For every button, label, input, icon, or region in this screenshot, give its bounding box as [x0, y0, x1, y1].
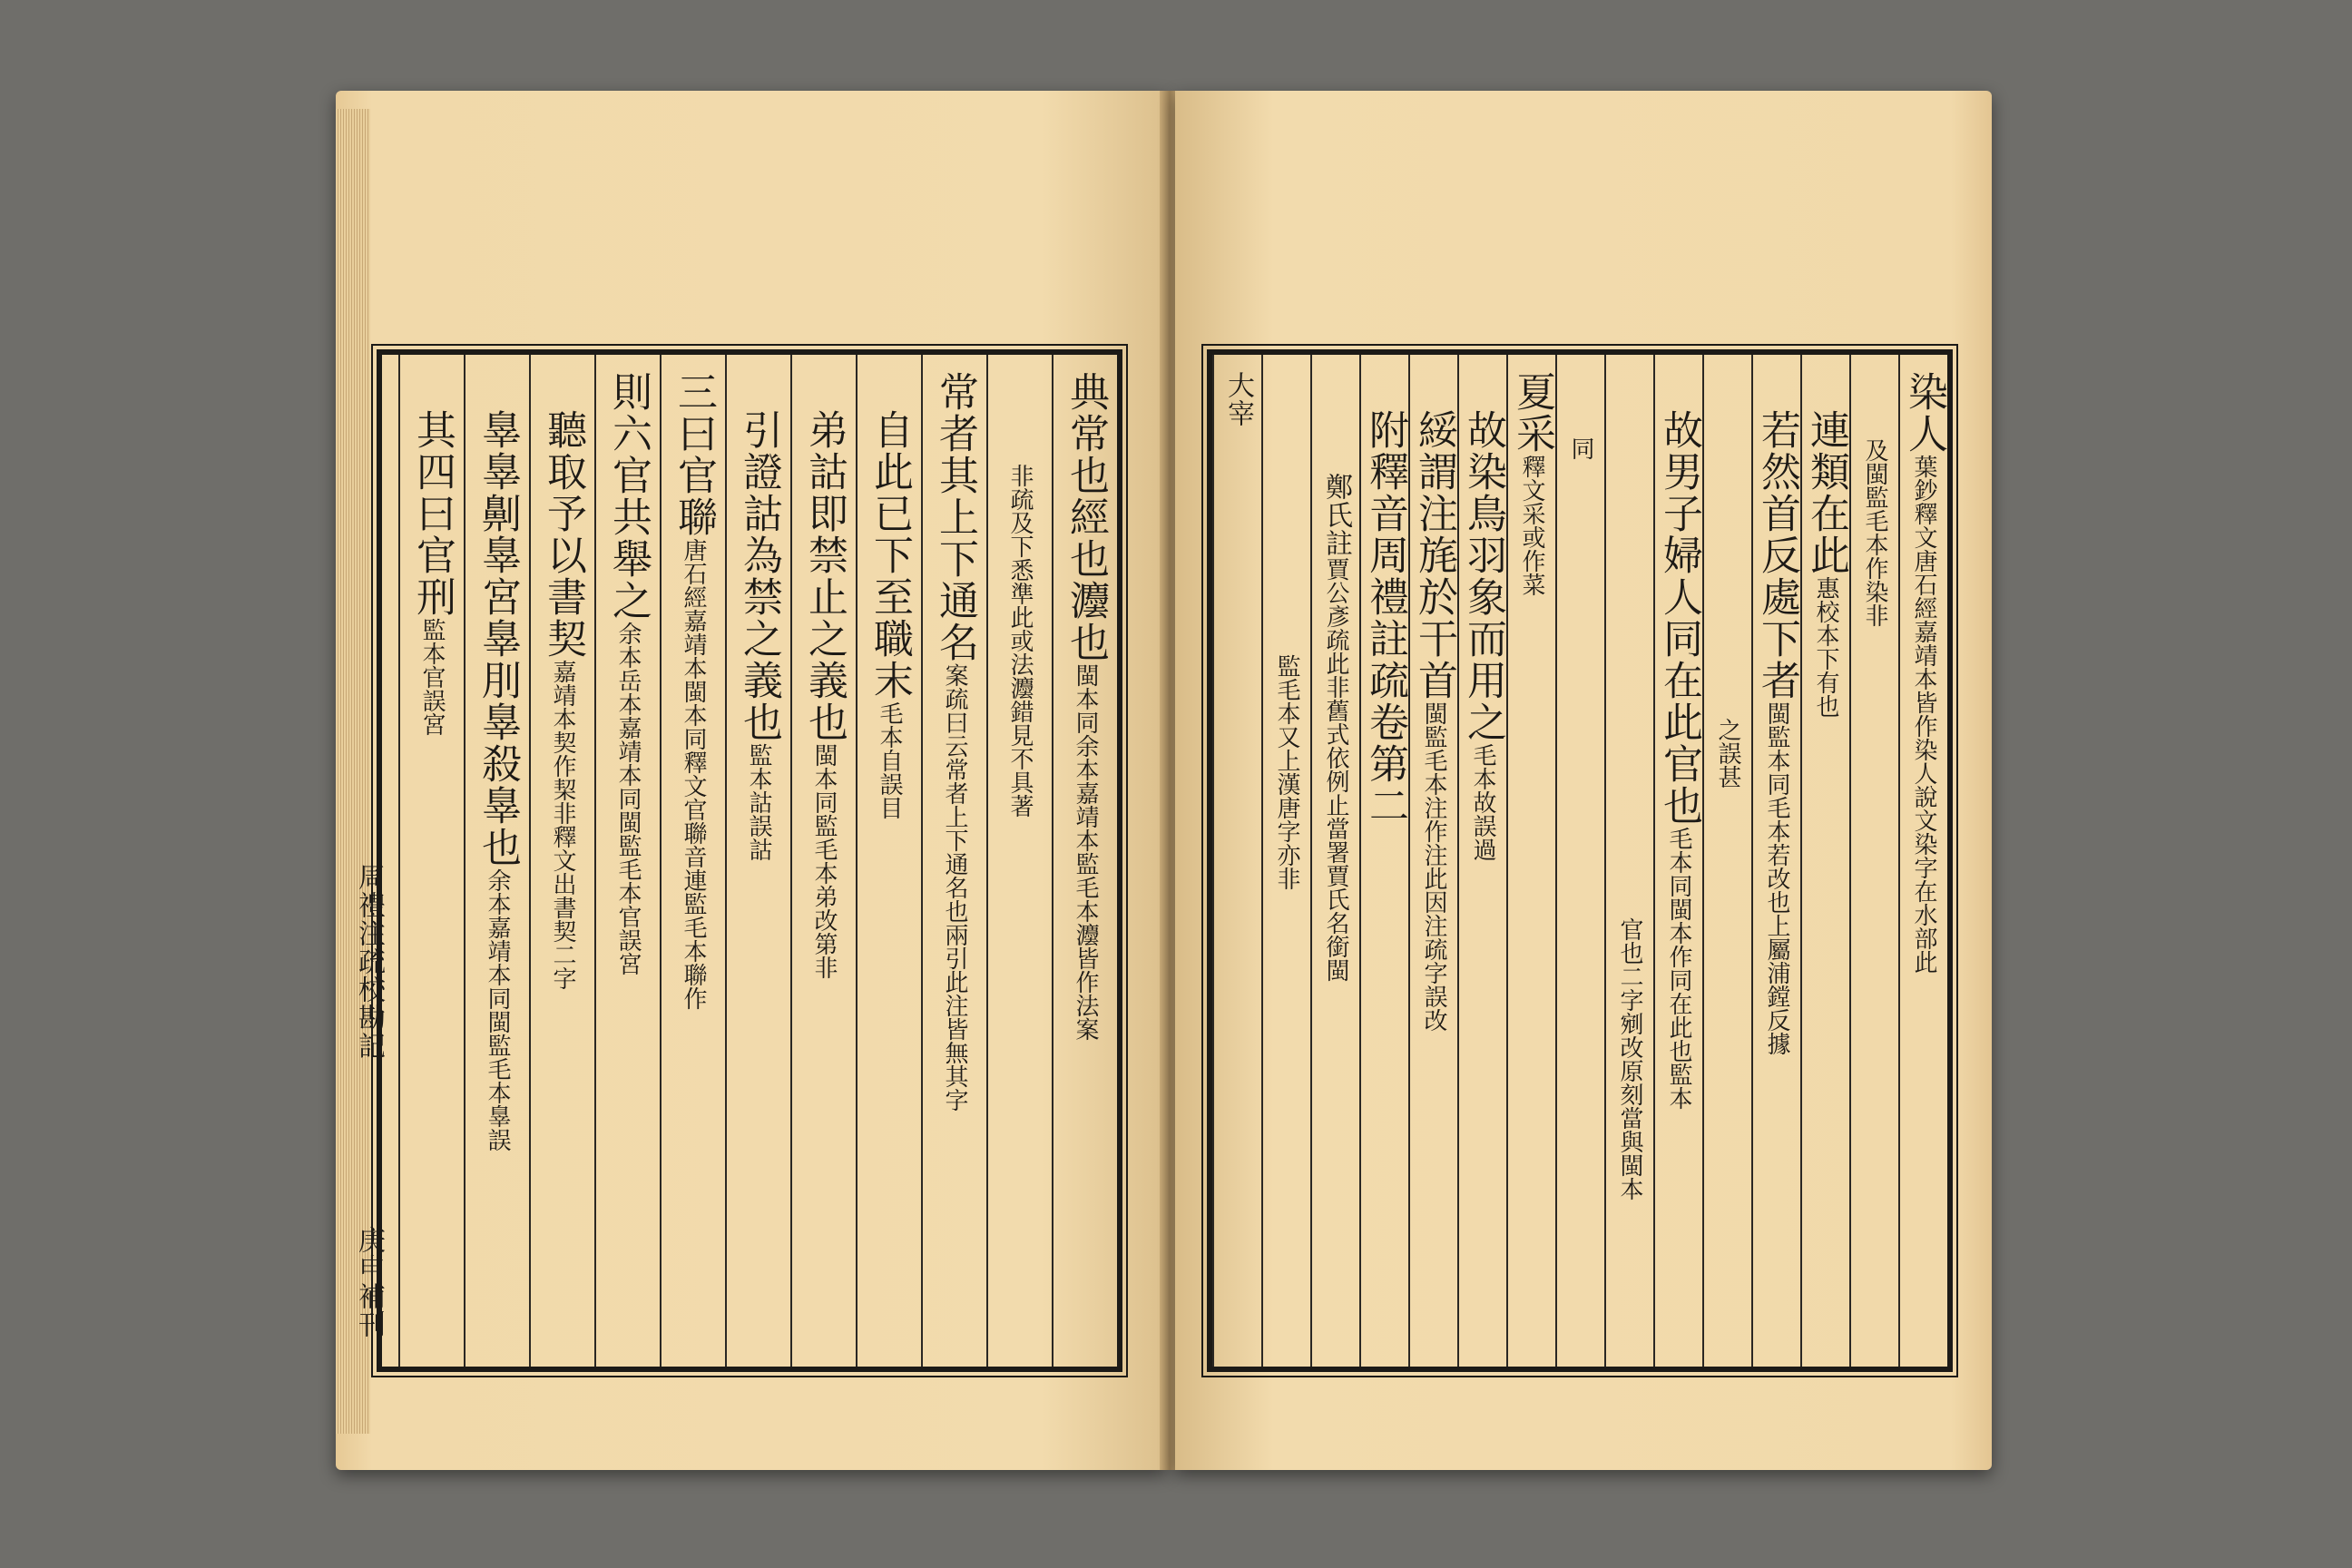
main-text: 故染鳥羽象而用之: [1460, 409, 1506, 743]
text-column: [1408, 355, 1457, 1367]
note-text: 監本詁誤詁: [745, 743, 772, 861]
text-column: [1052, 355, 1117, 1367]
note-text: 葉鈔釋文唐石經嘉靖本皆作染人說文染字在水部此: [1910, 455, 1937, 974]
note-text: 毛本同閩本作同在此也監本: [1665, 827, 1692, 1110]
text-column: [1898, 355, 1947, 1367]
main-text: 連類在此: [1803, 409, 1849, 576]
main-text: 附釋音周禮註疏卷第二: [1362, 409, 1408, 827]
note-text: 余本岳本嘉靖本同閩監毛本官誤宮: [614, 622, 642, 975]
text-column: [1555, 355, 1604, 1367]
note-text: 官也二字剜改原刻當與閩本: [1616, 917, 1643, 1200]
main-text: 大宰: [1222, 371, 1254, 427]
main-text: 染人: [1901, 371, 1947, 455]
main-text: 則六官共舉之: [605, 371, 652, 622]
note-text: 余本嘉靖本同閩監毛本辠誤: [484, 868, 511, 1152]
text-column: [1457, 355, 1506, 1367]
main-text: 聽取予以書契: [540, 409, 586, 660]
text-column: [1359, 355, 1408, 1367]
note-text: 釋文采或作菜: [1518, 455, 1545, 596]
note-text: 惠校本下有也: [1812, 576, 1839, 718]
main-text: 故男子婦人同在此官也: [1656, 409, 1702, 827]
right-text-frame: [1207, 349, 1953, 1372]
main-text: 自此已下至職末: [867, 409, 913, 701]
note-text: 毛本自誤目: [876, 701, 903, 819]
main-text: 綏謂注旄於干首: [1411, 409, 1457, 701]
text-column: [660, 355, 725, 1367]
main-text: 鄭氏註: [1320, 473, 1352, 557]
text-column: [1604, 355, 1653, 1367]
text-column: [790, 355, 856, 1367]
text-column: [1310, 355, 1359, 1367]
margin-foot: 庚申補刊: [353, 1226, 385, 1338]
text-column: [1261, 355, 1310, 1367]
main-text: 常者其上下通名: [932, 371, 978, 663]
text-column: [986, 355, 1052, 1367]
text-column: [1506, 355, 1555, 1367]
main-text: 三曰官聯: [671, 371, 717, 538]
text-column: [398, 355, 464, 1367]
text-column: [1751, 355, 1800, 1367]
note-text: 唐石經嘉靖本閩本同釋文官聯音連監毛本聯作: [680, 538, 707, 1010]
note-text: 及閩監毛本作染非: [1861, 438, 1888, 627]
main-text: 夏采: [1509, 371, 1555, 455]
text-column: [1212, 355, 1261, 1367]
text-column: [1800, 355, 1849, 1367]
main-text: 弟詁即禁止之義也: [801, 409, 848, 743]
text-column: [1849, 355, 1898, 1367]
note-text: 之誤甚: [1714, 718, 1741, 789]
note-text: 閩本同余本嘉靖本監毛本灋皆作法案: [1072, 663, 1099, 1041]
right-page: [1175, 91, 1992, 1470]
main-text: 引證詁為禁之義也: [736, 409, 782, 743]
left-text-frame: [353, 349, 1122, 1372]
text-column: [594, 355, 660, 1367]
margin-title: 周禮注疏校勘記: [353, 863, 385, 1060]
note-text: 閩本同監毛本弟改第非: [810, 743, 838, 979]
left-page: [336, 91, 1166, 1470]
note-text: 賈公彥疏此非舊式依例止當署賈氏名銜閩: [1322, 557, 1349, 982]
main-text: 典常也經也灋也: [1063, 371, 1109, 663]
note-text: 閩監本同毛本若改也上屬浦鏜反據: [1763, 701, 1790, 1055]
text-column: [856, 355, 921, 1367]
note-text: 監毛本又上漢唐字亦非: [1273, 654, 1300, 890]
note-text: 毛本故誤過: [1469, 743, 1496, 861]
note-text: 閩監毛本注作注此因注疏字誤改: [1420, 701, 1447, 1032]
text-column: [529, 355, 594, 1367]
note-text: 案疏曰云常者上下通名也兩引此注皆無其字: [941, 663, 968, 1112]
note-text: 非疏及下悉準此或法灋錯見不具著: [1006, 464, 1034, 818]
main-text: 同: [1567, 436, 1594, 460]
main-text: 辠辠劓辠宮辠刖辠殺辠也: [475, 409, 521, 868]
note-text: 嘉靖本契作栔非釋文出書契二字: [549, 660, 576, 990]
main-text: 若然首反處下者: [1754, 409, 1800, 701]
margin-column: [338, 355, 398, 1367]
text-column: [1653, 355, 1702, 1367]
text-column: [464, 355, 529, 1367]
main-text: 其四曰官刑: [409, 409, 456, 618]
text-column: [1702, 355, 1751, 1367]
note-text: 監本官誤宮: [418, 618, 446, 736]
open-book: [327, 91, 2005, 1488]
text-column: [725, 355, 790, 1367]
text-column: [921, 355, 986, 1367]
